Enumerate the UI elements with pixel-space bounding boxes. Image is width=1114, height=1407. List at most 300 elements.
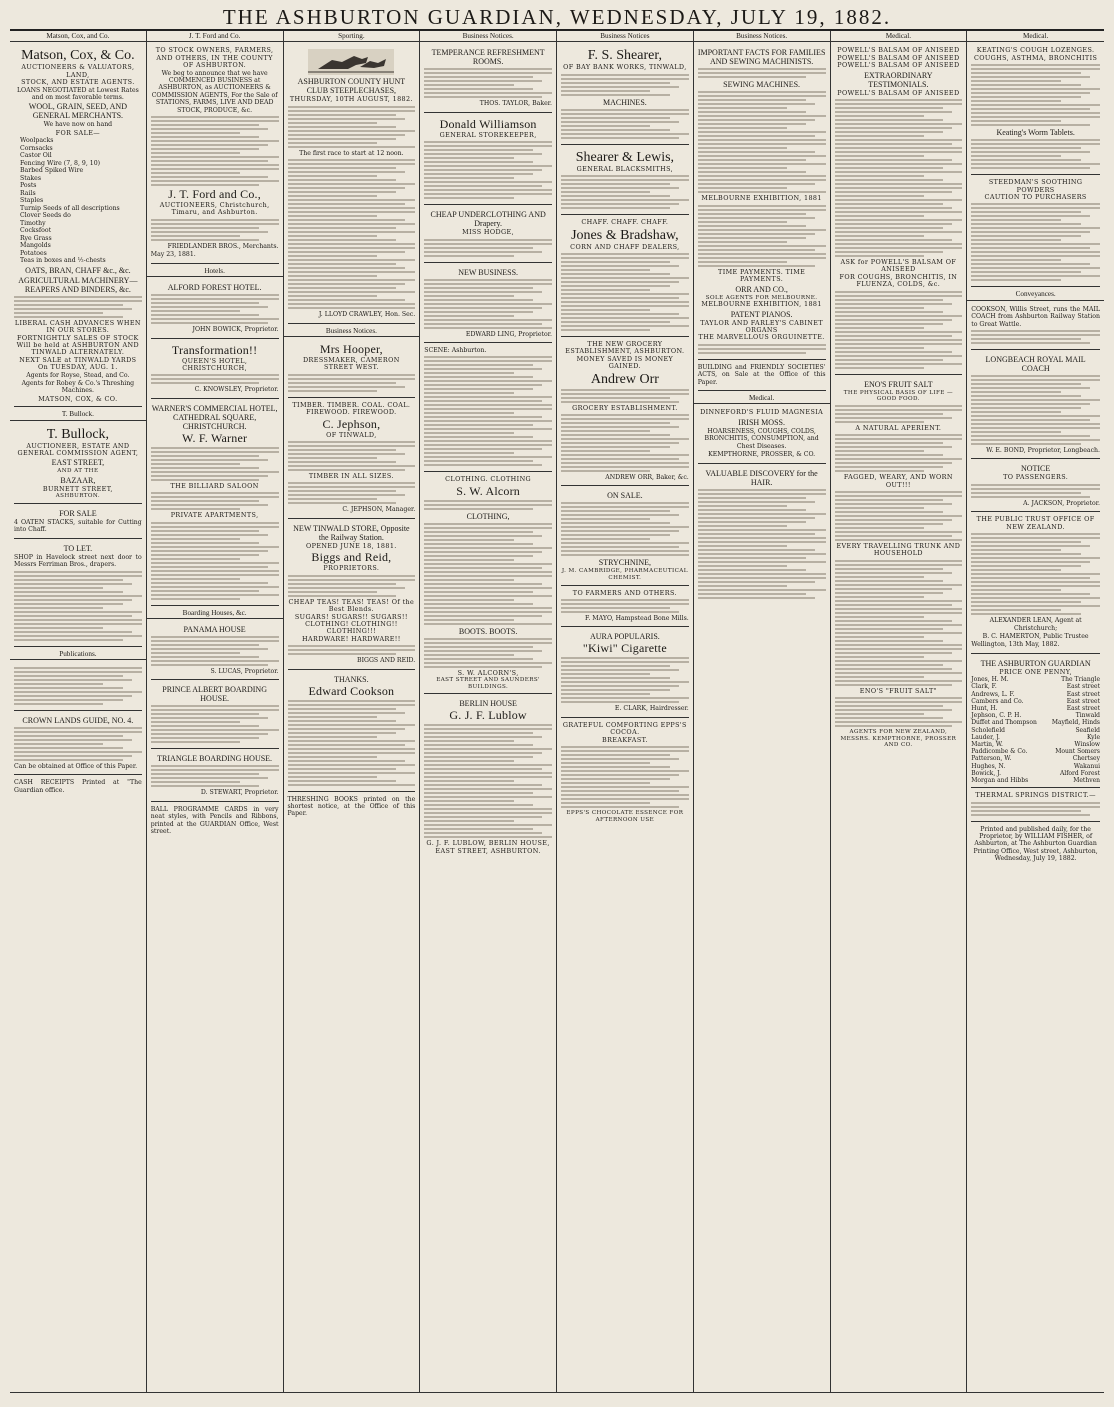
firm-name: Jones & Bradshaw, bbox=[571, 227, 679, 243]
ad-heading: PRINCE ALBERT BOARDING HOUSE. bbox=[162, 685, 267, 704]
body-text-lines bbox=[151, 447, 279, 481]
vendor-name: Paddicombe & Co. bbox=[971, 748, 1028, 756]
body-text-lines bbox=[971, 533, 1100, 615]
vendor-name: Hughes, N. bbox=[971, 762, 1006, 770]
vendor-place: East street bbox=[1066, 697, 1100, 705]
ad-subheading: STRYCHNINE, bbox=[598, 558, 651, 568]
eno-fruit-salt-advert bbox=[835, 377, 963, 752]
shearer-lewis-advert bbox=[561, 147, 689, 215]
ling-advert bbox=[424, 265, 552, 343]
body-text-lines bbox=[835, 99, 963, 257]
firm-name: W. F. Warner bbox=[182, 430, 248, 445]
steedman-advert bbox=[971, 177, 1100, 287]
body-text-lines bbox=[561, 175, 689, 209]
for-sale-advert bbox=[14, 506, 142, 539]
vendor-name: Jephson, C. P. H. bbox=[971, 712, 1022, 720]
ad-subheading: Keating's Worm Tablets. bbox=[996, 128, 1075, 138]
vendor-name: Clark, F. bbox=[971, 683, 997, 691]
on-hand-text: We have now on hand bbox=[43, 121, 113, 129]
ad-heading: TO LET. bbox=[63, 543, 93, 553]
ad-subheading: A NATURAL APERIENT. bbox=[855, 423, 942, 432]
signature: A. JACKSON, Proprietor. bbox=[1023, 499, 1100, 507]
vendor-place: Kyle bbox=[1087, 733, 1100, 741]
body-text-lines bbox=[971, 330, 1100, 344]
list-item: Woolpacks bbox=[20, 137, 54, 145]
body-text-lines bbox=[288, 575, 416, 597]
firm-sub: MISS HODGE, bbox=[462, 228, 515, 237]
firm-name: Edward Cookson bbox=[308, 683, 395, 698]
body-text-lines bbox=[424, 356, 552, 466]
firm-line: ASHBURTON. bbox=[55, 493, 101, 500]
ad-text: BUILDING and FRIENDLY SOCIETIES' ACTS, on Sale at the Office of this Paper. bbox=[697, 363, 826, 386]
ad-heading: TO STOCK OWNERS, FARMERS, AND OTHERS, IN THE COUNTY OF ASHBURTON. bbox=[155, 46, 274, 70]
body-text-lines bbox=[698, 91, 826, 193]
matson-advert bbox=[14, 45, 142, 407]
threshing-books-advert bbox=[288, 794, 416, 822]
vendor-row bbox=[971, 734, 1100, 741]
ad-subheading: TIMBER IN ALL SIZES. bbox=[308, 472, 394, 481]
vendor-name: Jones, H. M. bbox=[971, 676, 1009, 684]
temperance-advert bbox=[424, 45, 552, 112]
ad-date: OPENED JUNE 18, 1881. bbox=[306, 541, 397, 550]
stock-list bbox=[14, 137, 142, 265]
firm-line: EAST STREET, bbox=[51, 458, 105, 468]
ad-heading: BERLIN HOUSE bbox=[459, 699, 517, 709]
ad-text: THRESHING BOOKS printed on the shortest notice, at the Office of this Paper. bbox=[287, 795, 416, 818]
list-item: Castor Oil bbox=[20, 152, 52, 160]
firm-sub: GENERAL STOREKEEPER, bbox=[439, 130, 537, 139]
body-text-lines bbox=[424, 638, 552, 668]
vendor-name: Patterson, W. bbox=[971, 755, 1012, 763]
queens-advert bbox=[151, 341, 279, 399]
ad-subheading: BOOTS. BOOTS. bbox=[458, 626, 518, 636]
vendor-place: Tinwald bbox=[1075, 712, 1100, 720]
agri-heading: AGRICULTURAL MACHINERY— REAPERS AND BINDERS, &c. bbox=[18, 275, 138, 294]
on-sale-advert bbox=[561, 488, 689, 585]
column-header: Medical. bbox=[831, 31, 967, 42]
ad-heading: CROWN LANDS GUIDE, NO. 4. bbox=[22, 716, 134, 726]
body-text-lines bbox=[424, 500, 552, 510]
ad-heading: TO FARMERS AND OTHERS. bbox=[572, 588, 677, 597]
ad-text: COOKSON, Willis Street, runs the MAIL COACH from Ashburton Railway Station to Great Wattle. bbox=[971, 305, 1100, 328]
next-sale: NEXT SALE at TINWALD YARDS On TUESDAY, AUG. 1. bbox=[19, 355, 137, 372]
list-item: Cocksfoot bbox=[20, 227, 52, 235]
first-race: The first race to start at 12 noon. bbox=[299, 149, 404, 157]
column-4 bbox=[420, 31, 557, 1392]
signature: J. LLOYD CRAWLEY, Hon. Sec. bbox=[318, 311, 416, 319]
list-item: Rye Grass bbox=[20, 234, 52, 242]
ad-subheading: PRICE ONE PENNY, bbox=[999, 667, 1072, 676]
advances-heading: LIBERAL CASH ADVANCES WHEN IN OUR STORES. bbox=[14, 318, 141, 335]
body-text-lines bbox=[561, 657, 689, 703]
firm-name: G. J. F. Lublow bbox=[449, 708, 527, 723]
ad-heading: LONGBEACH ROYAL MAIL COACH bbox=[985, 355, 1086, 374]
ad-subheading: CLOTHING, bbox=[466, 511, 510, 521]
hair-advert bbox=[698, 466, 826, 604]
body-text-lines bbox=[971, 484, 1100, 498]
ad-subheading: CAUTION TO PURCHASERS bbox=[984, 193, 1087, 202]
ad-heading: Transformation!! bbox=[171, 342, 258, 357]
ad-subheading: BREAKFAST. bbox=[601, 735, 648, 744]
ad-text: Can be obtained at Office of this Paper. bbox=[14, 763, 138, 771]
signature: AGENTS FOR NEW ZEALAND, MESSRS. KEMPTHORNE, PROSSER AND CO. bbox=[840, 729, 957, 749]
body-text-lines bbox=[971, 375, 1100, 445]
ad-subheading: COUGHS, ASTHMA, BRONCHITIS bbox=[973, 53, 1098, 62]
ad-heading: VALUABLE DISCOVERY for the HAIR. bbox=[705, 468, 818, 487]
ad-heading: TIMBER. TIMBER. COAL. COAL. FIREWOOD. FIREWOOD. bbox=[292, 400, 411, 417]
vendor-place: Wakanui bbox=[1073, 762, 1100, 770]
ad-subheading: CLOTHING! CLOTHING!! CLOTHING!!! bbox=[305, 619, 398, 636]
warners-advert bbox=[151, 401, 279, 606]
body-text-lines bbox=[424, 523, 552, 625]
ad-subheading: THE BILLIARD SALOON bbox=[170, 481, 259, 490]
wool-heading: WOOL, GRAIN, SEED, AND GENERAL MERCHANTS. bbox=[28, 102, 127, 121]
ad-heading: DINNEFORD'S FLUID MAGNESIA bbox=[700, 408, 824, 417]
ball-cards-advert bbox=[151, 804, 279, 840]
body-text-lines bbox=[561, 599, 689, 613]
ad-heading: THE NEW GROCERY ESTABLISHMENT, ASHBURTON. bbox=[565, 340, 685, 356]
list-item: Stakes bbox=[20, 174, 42, 182]
prince-albert-advert bbox=[151, 682, 279, 749]
body-text-lines bbox=[698, 344, 826, 354]
vendor-place: Mount Somers bbox=[1055, 748, 1100, 756]
section-header: Business Notices. bbox=[284, 326, 420, 337]
signature: D. STEWART, Proprietor. bbox=[200, 789, 279, 797]
ad-heading: STEEDMAN'S SOOTHING POWDERS bbox=[988, 178, 1083, 194]
column-8 bbox=[967, 31, 1104, 1392]
hodge-advert bbox=[424, 207, 552, 262]
signature: JOHN BOWICK, Proprietor. bbox=[192, 326, 279, 334]
signature: W. E. BOND, Proprietor, Longbeach. bbox=[986, 447, 1100, 455]
body-text-lines bbox=[288, 482, 416, 504]
vendor-place: Chertsey bbox=[1072, 755, 1100, 763]
list-item: Posts bbox=[20, 182, 37, 190]
body-text-lines bbox=[561, 502, 689, 556]
signature: FRIEDLANDER BROS., Merchants. bbox=[167, 242, 279, 250]
hooper-advert bbox=[288, 340, 416, 398]
vendor-place: East street bbox=[1066, 683, 1100, 691]
ad-subheading: MELBOURNE EXHIBITION, 1881 bbox=[701, 194, 822, 203]
race-date: THURSDAY, 10TH AUGUST, 1882. bbox=[289, 95, 413, 104]
body-text-lines bbox=[971, 139, 1100, 169]
scene-advert bbox=[424, 345, 552, 472]
body-text-lines bbox=[561, 109, 689, 139]
body-text-lines bbox=[14, 296, 142, 318]
body-text-lines bbox=[971, 203, 1100, 281]
ad-heading: THE PUBLIC TRUST OFFICE OF NEW ZEALAND. bbox=[976, 515, 1095, 531]
ad-subheading: FAGGED, WEARY, AND WORN OUT!!! bbox=[843, 473, 953, 489]
column-5 bbox=[557, 31, 694, 1392]
signature: BIGGS AND REID. bbox=[357, 657, 416, 665]
body-text-lines bbox=[288, 106, 416, 148]
body-text-lines bbox=[424, 141, 552, 199]
list-item: Turnip Seeds of all descriptions bbox=[20, 204, 120, 212]
column-header: Business Notices. bbox=[694, 31, 830, 42]
alford-advert bbox=[151, 280, 279, 338]
body-text-lines bbox=[424, 724, 552, 838]
ad-text: SCENE: Ashburton. bbox=[424, 347, 487, 355]
signature: S. W. ALCORN'S, bbox=[457, 668, 519, 677]
vendor-place: The Triangle bbox=[1061, 676, 1100, 684]
bullock-advert bbox=[14, 424, 142, 504]
signature: B. C. HAMERTON, Public Trustee bbox=[982, 632, 1089, 640]
body-text-lines bbox=[151, 765, 279, 787]
vendor-row bbox=[971, 705, 1100, 712]
list-item: Barbed Spiked Wire bbox=[20, 167, 84, 175]
body-text-lines bbox=[151, 374, 279, 384]
signature: ANDREW ORR, Baker, &c. bbox=[605, 474, 689, 482]
ad-subheading: MACHINES. bbox=[602, 97, 647, 107]
biggs-advert bbox=[288, 521, 416, 670]
notice-advert bbox=[971, 461, 1100, 512]
ad-subheading: ASK for POWELL'S BALSAM OF ANISEED bbox=[840, 258, 957, 274]
ad-heading: AURA POPULARIS. bbox=[589, 632, 660, 642]
loans-text: LOANS NEGOTIATED at Lowest Rates and on most favorable terms. bbox=[16, 86, 139, 102]
fortnightly-heading: FORTNIGHTLY SALES OF STOCK Will be held at ASHBURTON AND TINWALD ALTERNATELY. bbox=[16, 333, 140, 357]
mail-coach-advert bbox=[971, 304, 1100, 350]
date: May 23, 1881. bbox=[150, 251, 196, 259]
body-text-lines bbox=[288, 700, 416, 786]
list-item: Staples bbox=[20, 197, 44, 205]
ad-heading: KEATING'S COUGH LOZENGES. bbox=[976, 46, 1095, 55]
ad-heading: FOR SALE bbox=[59, 509, 97, 519]
body-text-lines bbox=[288, 374, 416, 392]
body-text-lines bbox=[698, 489, 826, 599]
column-header: Business Notices bbox=[557, 31, 693, 42]
dinneford-advert bbox=[698, 407, 826, 463]
vendor-name: Morgan and Hibbs bbox=[971, 776, 1029, 784]
body-text-lines bbox=[151, 636, 279, 666]
ad-text: CASH RECEIPTS Printed at "The Guardian office. bbox=[14, 779, 142, 794]
jephson-advert bbox=[288, 400, 416, 519]
list-item: Mangolds bbox=[20, 242, 51, 250]
firm-name: Mrs Hooper, bbox=[319, 342, 383, 357]
column-header: Business Notices. bbox=[420, 31, 556, 42]
thermal-springs-advert bbox=[971, 790, 1100, 821]
body-text-lines bbox=[698, 68, 826, 78]
body-text-lines bbox=[971, 64, 1100, 126]
epps-advert bbox=[561, 720, 689, 826]
signature: KEMPTHORNE, PROSSER, & CO. bbox=[708, 451, 816, 459]
firm-line: AUCTIONEERS & VALUATORS, bbox=[21, 63, 135, 72]
ad-heading: NOTICE bbox=[1020, 464, 1051, 474]
vendor-row bbox=[971, 719, 1100, 726]
ad-subheading: TAYLOR AND FARLEY'S CABINET ORGANS bbox=[700, 318, 824, 335]
agents-text: Agents for Royse, Stead, and Co. bbox=[26, 371, 130, 379]
firm-name: T. Bullock, bbox=[46, 426, 110, 442]
ad-heading: TRIANGLE BOARDING HOUSE. bbox=[157, 754, 273, 764]
ad-text: We beg to announce that we have COMMENCED BUSINESS at ASHBURTON, as AUCTIONEERS & COMMISSION AGENTS, For the Sale of STATIONS, FARMS, LIVE AND DEAD STOCK, PRODUCE, &c. bbox=[151, 69, 278, 114]
body-text-lines bbox=[14, 667, 142, 705]
ad-heading: POWELL'S BALSAM OF ANISEED bbox=[837, 61, 960, 70]
column-1 bbox=[10, 31, 147, 1392]
body-text-lines bbox=[14, 727, 142, 761]
ad-heading: ENO'S FRUIT SALT bbox=[864, 379, 933, 389]
ad-heading: ALFORD FOREST HOTEL. bbox=[167, 283, 262, 293]
vendor-place: Alford Forest bbox=[1059, 769, 1100, 777]
vendor-row bbox=[971, 755, 1100, 762]
ad-text: BALL PROGRAMME CARDS in very neat styles, with Pencils and Ribbons, printed at the GUARDIAN Office, West street. bbox=[150, 805, 279, 835]
firm-sub: OF BAY BANK WORKS, TINWALD, bbox=[563, 63, 687, 72]
ad-subheading: CHEAP TEAS! TEAS! TEAS! Of the Best Blends. bbox=[288, 597, 415, 614]
imprint-text: Printed and published daily, for the Proprietor, by WILLIAM FISHER, of Ashburton, at The Ashburton Guardian Printing Office, West street, Ashburton, Wednesday, July 19, 1882. bbox=[973, 825, 1098, 863]
body-text-lines bbox=[424, 239, 552, 257]
vendor-name: Andrews, L. F. bbox=[971, 690, 1015, 698]
firm-sub: OF TINWALD, bbox=[326, 430, 377, 439]
firm-line: BAZAAR, bbox=[60, 476, 96, 486]
ad-subheading: SUGARS! SUGARS!! SUGARS!! bbox=[294, 612, 408, 621]
vendor-place: East street bbox=[1066, 704, 1100, 712]
section-header: Publications. bbox=[10, 649, 146, 660]
agents-text-2: Agents for Robey & Co.'s Threshing Machines. bbox=[21, 380, 135, 395]
firm-name: Shearer & Lewis, bbox=[575, 149, 675, 165]
publications-advert bbox=[14, 663, 142, 711]
signature: THOS. TAYLOR, Baker. bbox=[479, 100, 552, 108]
body-text-lines bbox=[151, 116, 279, 186]
kiwi-cigarette-advert bbox=[561, 629, 689, 717]
public-trust-advert bbox=[971, 514, 1100, 653]
ad-subheading: HARDWARE! HARDWARE!! bbox=[302, 634, 401, 643]
body-text-lines bbox=[151, 294, 279, 324]
vendor-place: Seafield bbox=[1075, 726, 1100, 734]
ad-heading: NEW BUSINESS. bbox=[458, 267, 519, 277]
ad-heading: ASHBURTON COUNTY HUNT CLUB STEEPLECHASES, bbox=[297, 77, 406, 96]
vendor-name: Lauder, J. bbox=[971, 733, 1000, 741]
ad-text: SHOP in Havelock street next door to Messrs Ferriman Bros., drapers. bbox=[14, 553, 142, 569]
imprint bbox=[971, 824, 1100, 867]
column-6 bbox=[694, 31, 831, 1392]
column-header: Medical. bbox=[967, 31, 1104, 42]
firm-name: Donald Williamson bbox=[439, 116, 537, 131]
firm-sub: GENERAL BLACKSMITHS, bbox=[576, 164, 674, 173]
list-item: Fencing Wire (7, 8, 9, 10) bbox=[20, 159, 101, 167]
ad-text: 4 OATEN STACKS, suitable for Cutting into Chaff. bbox=[14, 519, 142, 534]
vendor-row bbox=[971, 676, 1100, 683]
ad-heading: CLOTHING. CLOTHING bbox=[445, 475, 532, 484]
body-text-lines bbox=[561, 414, 689, 472]
body-text-lines bbox=[14, 571, 142, 641]
ad-subheading: PRIVATE APARTMENTS, bbox=[170, 511, 259, 520]
ad-heading: WARNER'S COMMERCIAL HOTEL, CATHEDRAL SQUARE, CHRISTCHURCH. bbox=[151, 403, 278, 431]
ad-heading: POWELL'S BALSAM OF ANISEED bbox=[837, 46, 960, 55]
firm-name: Biggs and Reid, bbox=[311, 550, 392, 565]
firm-name: J. T. Ford and Co., bbox=[168, 187, 261, 202]
ad-subheading: IRISH MOSS. bbox=[738, 417, 785, 427]
to-let-advert bbox=[14, 541, 142, 647]
crown-lands-advert bbox=[14, 713, 142, 775]
vendor-row bbox=[971, 698, 1100, 705]
section-header: T. Bullock. bbox=[10, 409, 146, 420]
cash-receipts-advert bbox=[14, 777, 142, 798]
address: EAST STREET AND SAUNDERS' BUILDINGS. bbox=[436, 677, 540, 690]
oats-heading: OATS, BRAN, CHAFF &c., &c. bbox=[25, 265, 131, 275]
body-text-lines bbox=[561, 253, 689, 331]
signature: C. KNOWSLEY, Proprietor. bbox=[194, 386, 279, 394]
ad-subheading: PATENT PIANOS. bbox=[730, 309, 793, 319]
column-header: Sporting. bbox=[284, 31, 420, 42]
jones-bradshaw-advert bbox=[561, 217, 689, 337]
column-header: J. T. Ford and Co. bbox=[147, 31, 283, 42]
column-7 bbox=[831, 31, 968, 1392]
body-text-lines bbox=[151, 522, 279, 600]
ad-heading: POWELL'S BALSAM OF ANISEED bbox=[837, 53, 960, 62]
firm-line: AND AT THE bbox=[57, 468, 99, 475]
ad-heading: CHEAP UNDERCLOTHING AND Drapery. bbox=[430, 210, 546, 229]
triangle-advert bbox=[151, 751, 279, 801]
body-text-lines bbox=[288, 159, 416, 309]
ad-subheading: THE MARVELLOUS ORGUINETTE. bbox=[698, 333, 825, 342]
vendor-name: Scholefield bbox=[971, 726, 1005, 734]
vendor-row bbox=[971, 741, 1100, 748]
ad-subheading: EXTRAORDINARY TESTIMONIALS. bbox=[864, 70, 933, 89]
firm-name: Andrew Orr bbox=[590, 371, 659, 387]
signature: EDWARD LING, Proprietor. bbox=[465, 330, 552, 338]
vendor-row bbox=[971, 683, 1100, 690]
ad-subheading: TO PASSENGERS. bbox=[1003, 473, 1069, 482]
firm-name: C. Jephson, bbox=[322, 416, 381, 431]
vendor-name: Cambers and Co. bbox=[971, 697, 1024, 705]
columns bbox=[10, 31, 1104, 1393]
ad-heading: PANAMA HOUSE bbox=[183, 624, 246, 634]
list-item: Timothy bbox=[20, 219, 46, 227]
signature: MATSON, COX, & CO. bbox=[38, 394, 118, 403]
ad-subheading: SEWING MACHINES. bbox=[723, 80, 801, 90]
list-item: Potatoes bbox=[20, 249, 47, 257]
williamson-advert bbox=[424, 115, 552, 205]
ad-subheading: EVERY TRAVELLING TRUNK AND HOUSEHOLD bbox=[836, 542, 961, 558]
list-item: Clover Seeds do bbox=[20, 212, 71, 220]
ad-heading: TEMPERANCE REFRESHMENT ROOMS. bbox=[431, 48, 545, 67]
ad-heading: NEW TINWALD STORE, Opposite the Railway Station. bbox=[293, 523, 410, 542]
ad-subheading: THE PHYSICAL BASIS OF LIFE — GOOD FOOD. bbox=[843, 389, 953, 403]
vendor-row bbox=[971, 777, 1100, 784]
signature: C. JEPHSON, Manager. bbox=[342, 506, 416, 514]
ad-text: HOARSENESS, COUGHS, COLDS, BRONCHITIS, CONSUMPTION, and Chest Diseases. bbox=[704, 427, 819, 450]
vendor-row bbox=[971, 727, 1100, 734]
ad-heading: IMPORTANT FACTS FOR FAMILIES AND SEWING MACHINISTS. bbox=[697, 48, 826, 67]
guardian-vendors-advert bbox=[971, 656, 1100, 788]
ad-heading: CHAFF. CHAFF. CHAFF. bbox=[581, 218, 669, 227]
body-text-lines bbox=[698, 205, 826, 267]
vendor-place: Winslow bbox=[1074, 740, 1100, 748]
masthead: THE ASHBURTON GUARDIAN, WEDNESDAY, JULY 19, 1882. bbox=[10, 4, 1104, 31]
firm-sub: DRESSMAKER, CAMERON STREET WEST. bbox=[303, 356, 400, 372]
ad-heading: GRATEFUL COMFORTING EPPS'S COCOA. bbox=[562, 720, 687, 737]
body-text-lines bbox=[424, 279, 552, 329]
body-text-lines bbox=[288, 441, 416, 471]
body-text-lines bbox=[561, 74, 689, 96]
firm-sub: PROPRIETORS. bbox=[323, 564, 380, 573]
firm-name: ORR AND CO., bbox=[735, 284, 788, 294]
ad-subheading: MONEY SAVED IS MONEY GAINED. bbox=[576, 354, 674, 371]
ad-heading: ON SALE. bbox=[607, 491, 643, 501]
firm-sub: AUCTIONEERS, Christchurch, Timaru, and Ashburton. bbox=[159, 201, 270, 217]
friendly-societies-advert bbox=[698, 362, 826, 391]
body-text-lines bbox=[151, 492, 279, 510]
ad-subheading: TIME PAYMENTS. TIME PAYMENTS. bbox=[718, 267, 806, 284]
vendor-place: Methven bbox=[1073, 776, 1100, 784]
signature: G. J. F. LUBLOW, BERLIN HOUSE, EAST STREET, ASHBURTON. bbox=[426, 839, 550, 855]
list-item: Teas in boxes and ½-chests bbox=[20, 257, 106, 265]
vendor-row bbox=[971, 712, 1100, 719]
sewing-machine-advert bbox=[698, 45, 826, 359]
list-item: Cornsacks bbox=[20, 144, 53, 152]
ad-subheading: QUEEN'S HOTEL, CHRISTCHURCH, bbox=[181, 356, 248, 372]
body-text-lines bbox=[151, 705, 279, 743]
signature: EPPS'S CHOCOLATE ESSENCE FOR AFTERNOON USE bbox=[566, 810, 684, 823]
ad-subheading: GROCERY ESTABLISHMENT. bbox=[572, 403, 678, 412]
column-2 bbox=[147, 31, 284, 1392]
